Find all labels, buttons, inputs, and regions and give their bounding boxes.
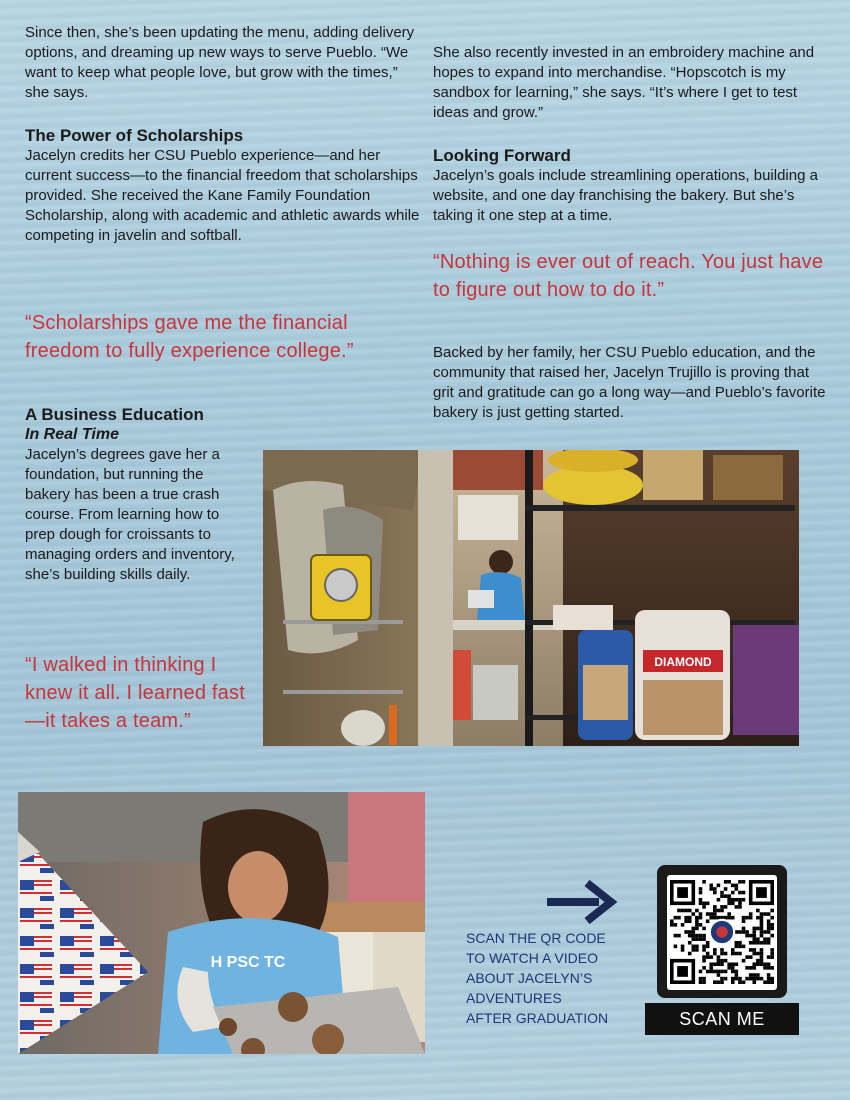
qr-caption-line: TO WATCH A VIDEO bbox=[466, 950, 598, 966]
qr-code[interactable] bbox=[670, 880, 774, 984]
business-section bbox=[25, 405, 250, 585]
forward-heading: Looking Forward bbox=[433, 146, 571, 165]
closing-paragraph: Backed by her family, her CSU Pueblo education, and the community that raised her, Jacelyn Trujillo is proving that grit and gratitude can go a long way—and Pueblo’s favorite bakery is just getting started. bbox=[433, 344, 826, 421]
bakery-photo bbox=[18, 792, 425, 1054]
scholarships-section bbox=[25, 126, 420, 246]
business-paragraph: Jacelyn’s degrees gave her a foundation, but running the bakery has been a true crash course. From learning how to prep dough for croissants to managing orders and inventory, she’s building skills daily. bbox=[25, 446, 235, 583]
qr-finder-pattern bbox=[677, 887, 688, 898]
qr-caption-line: ABOUT JACELYN’S bbox=[466, 970, 593, 986]
scholarships-pull-quote: “Scholarships gave me the financial freedom to fully experience college.” bbox=[25, 312, 354, 362]
bag-brand-label: DIAMOND bbox=[654, 655, 712, 669]
scholarships-paragraph: Jacelyn credits her CSU Pueblo experience—and her current success—to the financial freedom that scholarships provided. She received the Kane Family Foundation Scholarship, along with academic and athletic awards while competing in javelin and softball. bbox=[25, 147, 420, 244]
forward-section bbox=[433, 146, 828, 226]
storeroom-photo bbox=[263, 450, 799, 746]
bakery-photo-illustration bbox=[18, 792, 425, 1054]
qr-code-frame[interactable] bbox=[657, 865, 787, 998]
intro-paragraph: Since then, she’s been updating the menu, adding delivery options, and dreaming up new ways to serve Pueblo. “We want to keep what people love, but grow with the times,” she says. bbox=[25, 24, 415, 101]
qr-caption bbox=[466, 928, 646, 1028]
forward-paragraph: Jacelyn’s goals include streamlining operations, building a website, and one day franchising the bakery. But she’s taking it one step at a time. bbox=[433, 167, 818, 224]
arrow-right-icon bbox=[545, 877, 620, 927]
qr-code-background bbox=[667, 875, 777, 990]
qr-caption-line: ADVENTURES bbox=[466, 990, 562, 1006]
qr-finder-pattern bbox=[756, 887, 767, 898]
qr-caption-line: SCAN THE QR CODE bbox=[466, 930, 606, 946]
qr-caption-line: AFTER GRADUATION bbox=[466, 1010, 609, 1026]
scan-me-button[interactable]: SCAN ME bbox=[645, 1003, 799, 1035]
storeroom-photo-illustration bbox=[263, 450, 799, 746]
business-heading: A Business Education bbox=[25, 405, 204, 424]
scholarships-heading: The Power of Scholarships bbox=[25, 126, 244, 145]
embroidery-paragraph: She also recently invested in an embroidery machine and hopes to expand into merchandise. “Hopscotch is my sandbox for learning,” she says. “It’s where I get to test ideas and grow.” bbox=[433, 44, 815, 121]
reach-pull-quote: “Nothing is ever out of reach. You just have to figure out how to do it.” bbox=[433, 251, 824, 301]
bakery-shirt-text: H PSC TC bbox=[210, 954, 286, 971]
business-subheading: In Real Time bbox=[25, 426, 119, 443]
qr-logo-center-icon bbox=[716, 926, 727, 937]
learned-pull-quote: “I walked in thinking I knew it all. I learned fast—it takes a team.” bbox=[25, 654, 245, 732]
qr-finder-pattern bbox=[677, 966, 688, 977]
